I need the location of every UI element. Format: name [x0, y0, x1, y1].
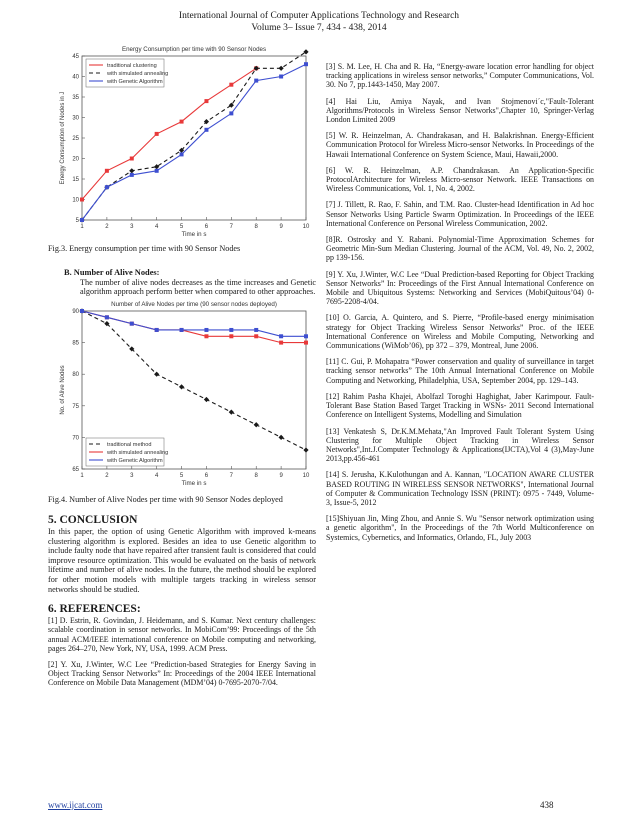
- data-point: [204, 99, 208, 103]
- alive-nodes-chart: [48, 301, 316, 489]
- y-tick-label: 70: [72, 435, 79, 442]
- data-point: [155, 328, 159, 332]
- y-tick-label: 65: [72, 466, 79, 473]
- data-point: [229, 334, 233, 338]
- data-point: [80, 198, 84, 202]
- reference-7: [7] J. Tillett, R. Rao, F. Sahin, and T.M. Rao. Cluster-head Identification in Ad hoc Sensor Networks Using Particle Swarm Optimization. In Proceedings of the IEEE International Conference on Personal Wireless Communication, 2002.: [326, 200, 594, 228]
- x-tick-label: 5: [179, 472, 184, 479]
- chart-title: Energy Consumption per time with 90 Sensor Nodes: [121, 46, 267, 53]
- y-tick-label: 30: [72, 115, 79, 122]
- legend-label: with Genetic Algorithm: [107, 79, 163, 85]
- y-tick-label: 45: [72, 54, 79, 60]
- data-point: [304, 341, 308, 345]
- legend-label: with simulated annealing: [107, 71, 169, 77]
- figure-3-caption: Fig.3. Energy consumption per time with 90 Sensor Nodes: [48, 244, 241, 253]
- y-tick-label: 35: [72, 95, 79, 101]
- y-tick-label: 80: [72, 372, 79, 379]
- section-b-title: B. Number of Alive Nodes:: [64, 268, 160, 277]
- x-tick-label: 3: [130, 472, 134, 479]
- journal-title: International Journal of Computer Applications Technology and Research: [178, 11, 460, 21]
- data-point: [180, 120, 184, 124]
- chart-title: Number of Alive Nodes per time (90 sensor nodes deployed): [111, 300, 277, 308]
- y-axis-label: Energy Consumption of Nodes in J: [60, 91, 66, 185]
- reference-10: [10] O. Garcia, A. Quintero, and S. Pierre, “Profile-based energy minimisation strategy for Object Tracking Wireless Sensor Networks” Proc. of the IEEE International Conference on Wireless and Mobile Computing, Networking and Communications (WiMob’06), pp 372 – 379, Montreal, June 2006.: [326, 313, 594, 351]
- reference-11: [11] C. Gui, P. Mohapatra “Power conservation and quality of surveillance in target tracking sensor networks” The 10th Annual International Conference on Mobile Computing and Networking, Philadelphia, USA, September 2004, pp. 129–143.: [326, 357, 594, 385]
- x-tick-label: 6: [204, 472, 209, 479]
- data-point: [80, 218, 84, 222]
- data-point: [229, 111, 233, 115]
- reference-5: [5] W. R. Heinzelman, A. Chandrakasan, and H. Balakrishnan. Energy-Efficient Communication Protocol for Wireless Micro-sensor Networks. In Proceedings of the Hawaii International Conference on System Science, Maui, Hawaii,2000.: [326, 131, 594, 159]
- data-point: [105, 169, 109, 173]
- x-tick-label: 5: [179, 224, 184, 230]
- data-point: [204, 128, 208, 132]
- data-point: [180, 152, 184, 156]
- reference-13: [13] Venkatesh S, Dr.K.M.Mehata,"An Improved Fault Tolerant System Using Clustering for Multiple Object Tracking in Wireless Sensor Networks",Int.J.Computer Technology & Applications(IJCTA),Vol 4 (3),May-June 2013,pp.456-461: [326, 426, 594, 464]
- data-point: [254, 334, 258, 338]
- data-point: [80, 309, 84, 313]
- y-axis-label: No. of Alive Nodes: [60, 365, 66, 415]
- data-point: [130, 322, 134, 326]
- y-tick-label: 10: [72, 197, 79, 204]
- reference-6: [6] W. R. Heinzelman, A.P. Chandrakasan. An Application-Specific ProtocolArchitecture for Wireless Micro-sensor Network. IEEE Transactions on Wireless Communications, Vol. 1, No. 4, 2002.: [326, 165, 594, 194]
- reference-14: [14] S. Jerusha, K.Kulothungan and A. Kannan, "LOCATION AWARE CLUSTER BASED ROUTING IN WIRELESS SENSOR NETWORKS", International Journal of Computer & Communication Technology ISSN (PRINT): 0975 - 7449, Volume-3, Issue-5, 2012: [326, 470, 594, 507]
- y-tick-label: 5: [75, 218, 79, 224]
- y-tick-label: 85: [72, 340, 79, 347]
- x-tick-label: 10: [302, 224, 310, 230]
- data-point: [254, 328, 258, 332]
- section-b: [48, 268, 316, 297]
- data-point: [229, 328, 233, 332]
- x-tick-label: 4: [154, 472, 159, 479]
- data-point: [254, 79, 258, 83]
- x-tick-label: 9: [279, 472, 283, 479]
- data-point: [130, 173, 134, 177]
- reference-3: [3] S. M. Lee, H. Cha and R. Ha, “Energy-aware location error handling for object tracking applications in wireless sensor networks,” Computer Communications, Vol. 30. No 7, pp.1443-1450, May 2007.: [326, 62, 594, 90]
- x-axis-label: Time in s: [181, 479, 207, 487]
- reference-12: [12] Rahim Pasha Khajei, Abolfazl Toroghi Haghighat, Jaber Karimpour. Fault-Tolerant Base Station Based Target Tracking in WSNs- 2011 Second International Conference on Intelligent Systems, Modelling and Simulation: [326, 391, 594, 420]
- x-tick-label: 3: [130, 224, 134, 230]
- y-tick-label: 40: [72, 74, 79, 81]
- x-axis-label: Time in s: [181, 231, 207, 238]
- reference-1: [1] D. Estrin, R. Govindan, J. Heidemann, and S. Kumar. Next century challenges: scalable coordination in sensor networks. In MobiCom’99: Proceedings of the 5th annual ACM/IEEE international conference on Mobile computing and networking, pages 264–270, New York, NY, USA, 1999. ACM Press.: [48, 616, 316, 653]
- legend-label: with simulated annealing: [107, 449, 169, 456]
- journal-header: [0, 10, 638, 34]
- reference-9: [9] Y. Xu, J.Winter, W.C Lee “Dual Prediction-based Reporting for Object Tracking Sensor Networks” In: Proceedings of the First Annual International Conference on Mobile and Ubiquitous Systems: Networking and Services (MobiQuitous’04) 0-7695-2208-4/04.: [326, 269, 594, 307]
- data-point: [204, 334, 208, 338]
- x-tick-label: 8: [254, 224, 258, 230]
- x-tick-label: 8: [254, 472, 258, 479]
- x-tick-label: 1: [80, 472, 84, 479]
- x-tick-label: 10: [302, 472, 310, 479]
- data-point: [204, 328, 208, 332]
- reference-15: [15]Shiyuan Jin, Ming Zhou, and Annie S. Wu "Sensor network optimization using a genetic algorithm", In the Proceedings of the 7th World Multiconference on Systemics, Cybernetics, and Informatics, Orlando, FL, July 2003: [326, 514, 594, 542]
- right-column: [326, 62, 594, 549]
- data-point: [180, 328, 184, 332]
- legend-label: with Genetic Algorithm: [107, 457, 163, 464]
- data-point: [279, 341, 283, 345]
- data-point: [155, 169, 159, 173]
- x-tick-label: 9: [279, 224, 283, 230]
- y-tick-label: 20: [72, 156, 79, 163]
- data-point: [105, 315, 109, 319]
- page-number: 438: [540, 800, 554, 810]
- data-point: [229, 83, 233, 87]
- legend-label: traditional clustering: [107, 63, 157, 69]
- data-point: [304, 334, 308, 338]
- x-tick-label: 2: [105, 224, 109, 230]
- x-tick-label: 2: [105, 472, 109, 479]
- journal-url-link[interactable]: www.ijcat.com: [48, 800, 103, 810]
- figure-4-caption: Fig.4. Number of Alive Nodes per time with 90 Sensor Nodes deployed: [48, 494, 283, 504]
- reference-8: [8]R. Ostrosky and Y. Rabani. Polynomial-Time Approximation Schemes for Geometric Min-Sum Median Clustering. Journal of the ACM, Vol. 49, No. 2, 2002, pp 139-156.: [326, 235, 594, 263]
- x-tick-label: 7: [229, 224, 234, 230]
- legend-label: traditional method: [107, 441, 152, 448]
- journal-volume: Volume 3– Issue 7, 434 - 438, 2014: [251, 23, 387, 33]
- x-tick-label: 4: [154, 224, 159, 230]
- section-b-body: The number of alive nodes decreases as the time increases and Genetic algorithm approach perform better when compared to other approaches.: [80, 277, 316, 297]
- x-tick-label: 1: [80, 224, 84, 230]
- x-tick-label: 7: [229, 472, 234, 479]
- reference-4: [4] Hai Liu, Amiya Nayak, and Ivan Stojmenovi´c,"Fault-Tolerant Algorithms/Protocols in Wireless Sensor Networks",Chapter 10, Springer-Verlag London Limited 2009: [326, 96, 594, 125]
- data-point: [279, 75, 283, 79]
- data-point: [304, 62, 308, 66]
- y-tick-label: 25: [72, 136, 79, 142]
- data-point: [155, 132, 159, 136]
- x-tick-label: 6: [204, 224, 209, 230]
- data-point: [130, 157, 134, 161]
- conclusion-body: In this paper, the option of using Genetic Algorithm with improved k-means clustering algorithm is explored. Besides an idea to use Genetic algorithm to include faulty node that have repaired after transient fault is considered that could improve resource optimization. This would be evaluated on the basis of network lifetime and number of alive nodes. In the future, the method should be explored for other motion models with multiple targets tracking in wireless sensor networks should be studied.: [48, 526, 316, 594]
- energy-consumption-chart: [48, 44, 316, 240]
- y-tick-label: 90: [72, 308, 79, 315]
- reference-2: [2] Y. Xu, J.Winter, W.C Lee “Prediction-based Strategies for Energy Saving in Object Tracking Sensor Networks” In: Proceedings of the 2004 IEEE International Conference on Mobile Data Management (MDM’04) 0-7695-2070-7/04.: [48, 659, 316, 688]
- y-tick-label: 75: [72, 403, 79, 410]
- data-point: [105, 185, 109, 189]
- left-column: [48, 44, 316, 695]
- y-tick-label: 15: [72, 177, 79, 183]
- conclusion-heading: 5. CONCLUSION: [48, 513, 138, 526]
- references-heading: 6. REFERENCES:: [48, 603, 141, 616]
- data-point: [279, 334, 283, 338]
